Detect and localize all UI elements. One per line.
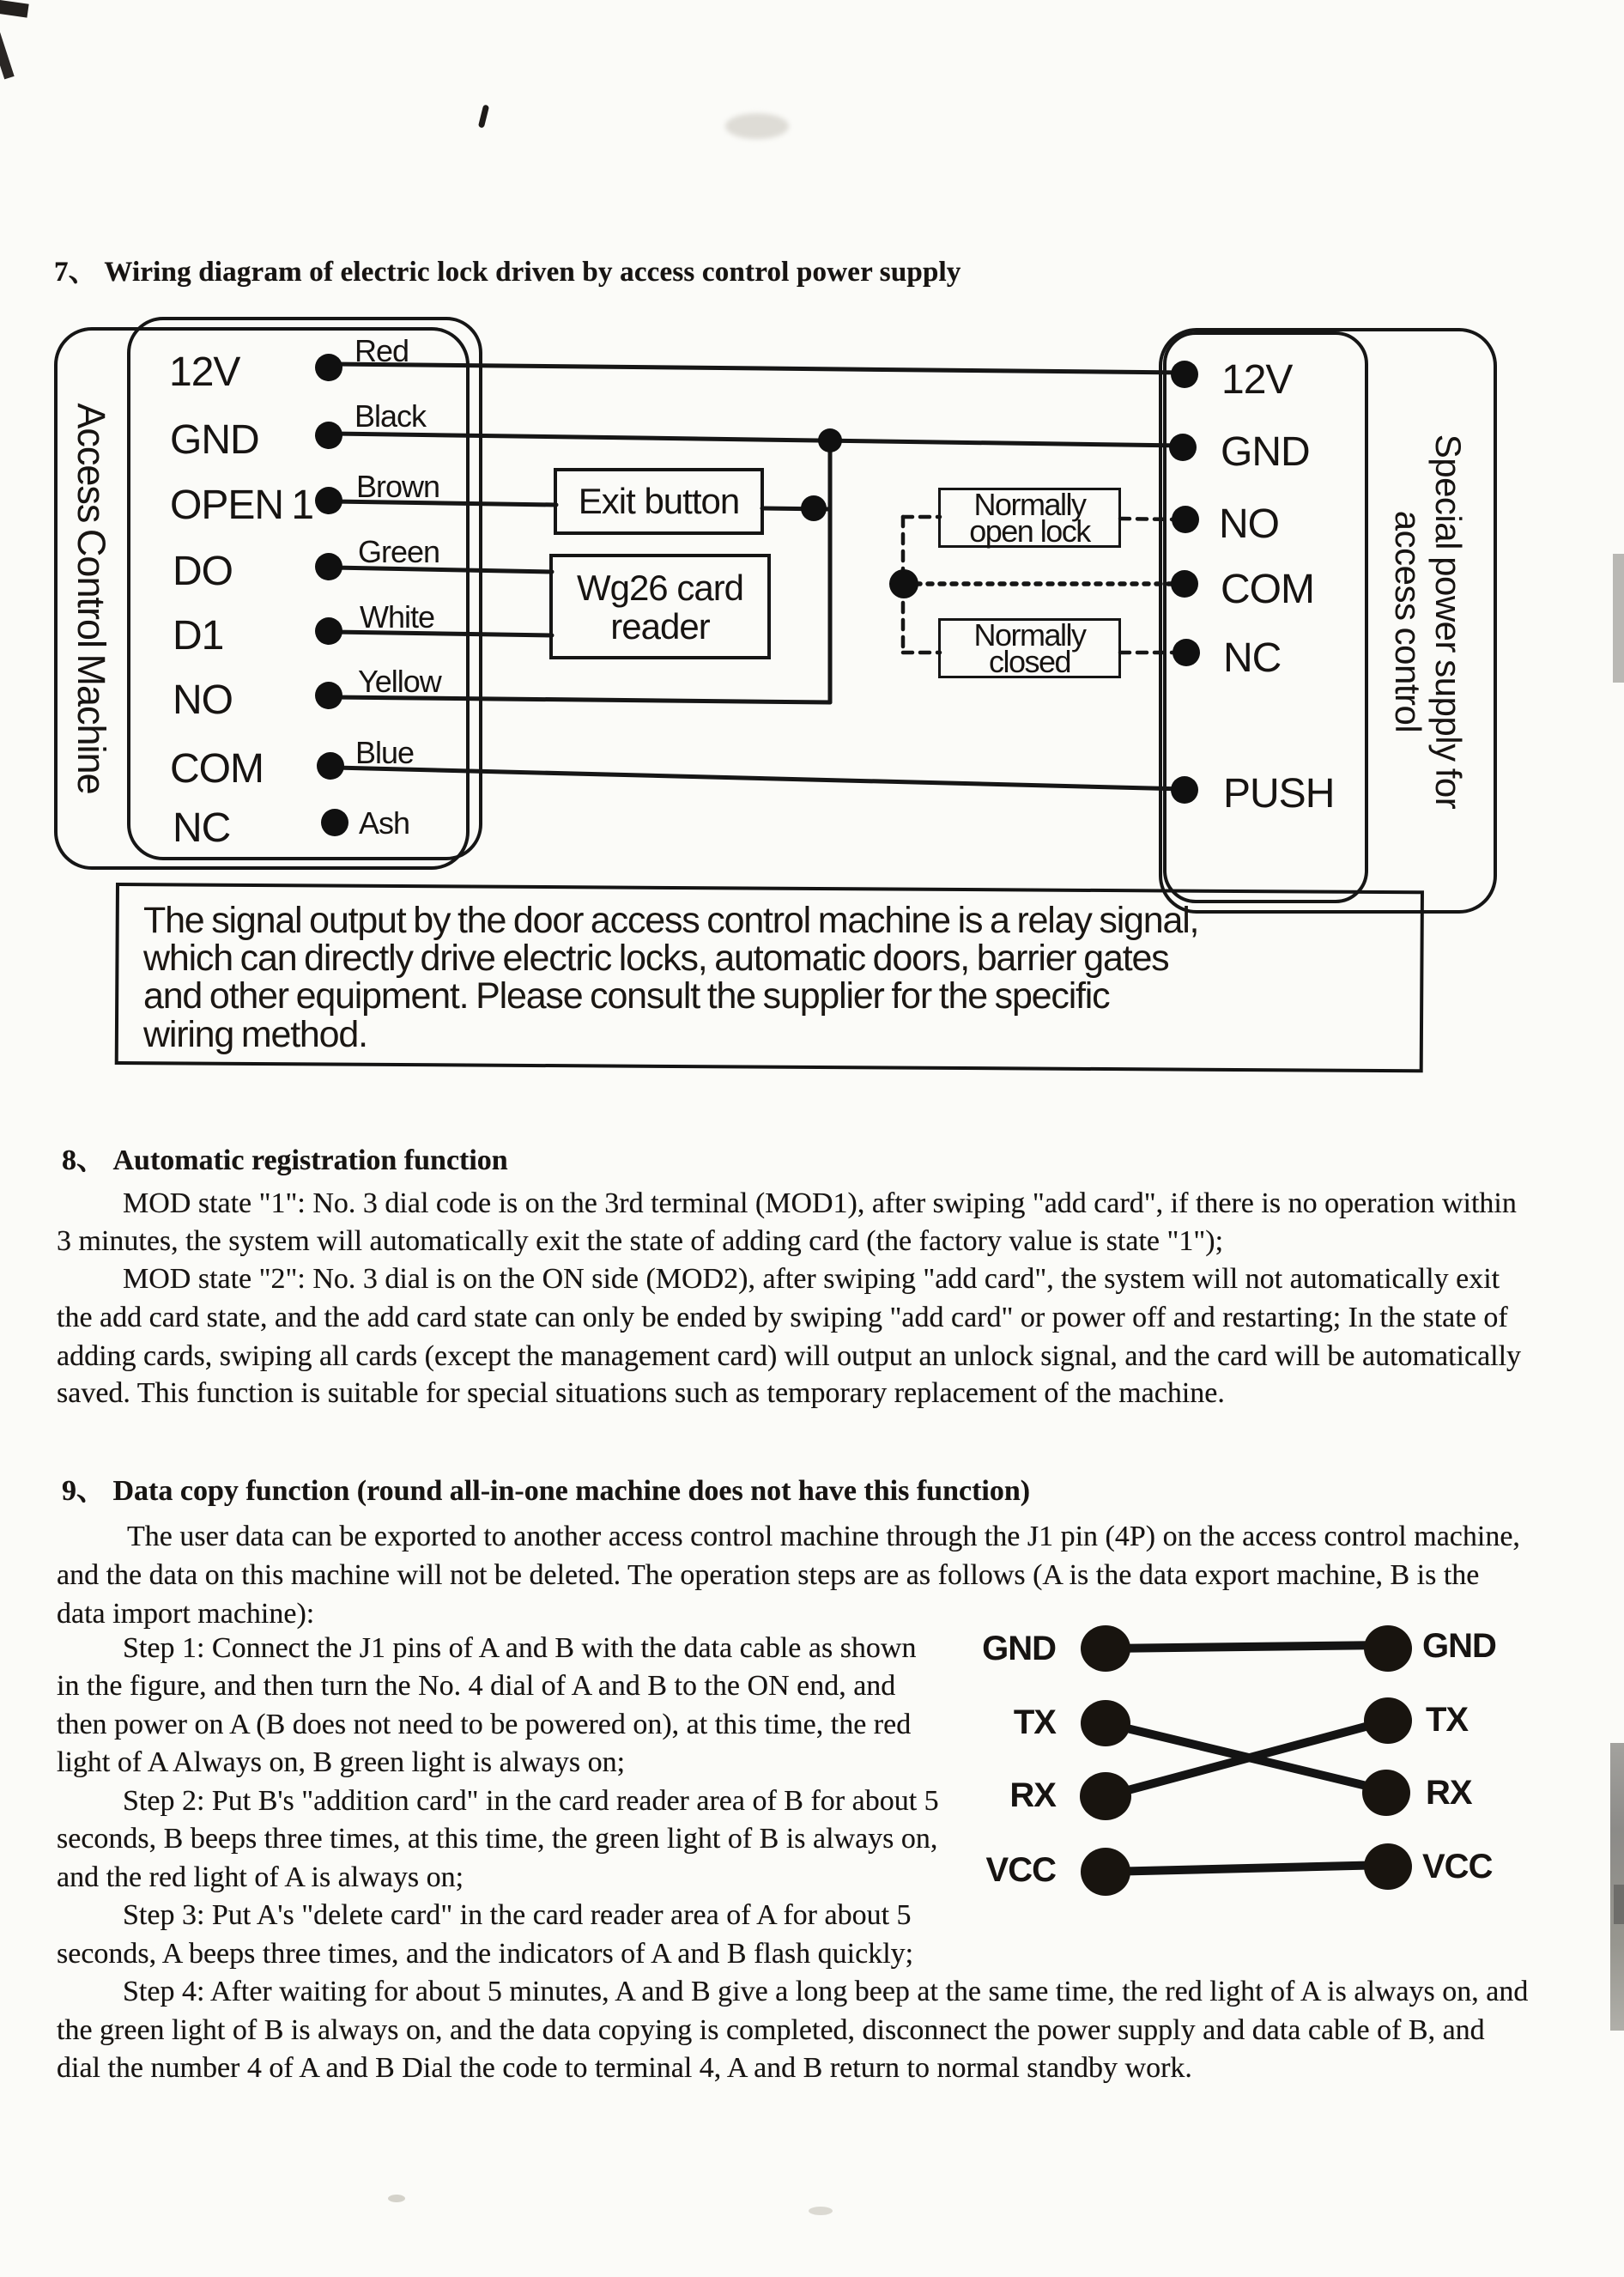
section9-heading: 9、 Data copy function (round all-in-one machine does not have this function): [62, 1475, 1031, 1507]
power-supply-label: [1388, 416, 1469, 828]
pin-dot-vcc-a: [1081, 1848, 1130, 1896]
terminal-dot-push: [1171, 776, 1198, 804]
terminal-dot-12v-right: [1171, 361, 1198, 388]
wire-blue: [335, 768, 1185, 789]
normally-open-label-line1: Normally: [973, 487, 1086, 522]
pin-label-tx-a: TX: [1013, 1703, 1056, 1741]
pin-label-vcc-b: VCC: [1422, 1848, 1493, 1885]
left-terminal-label-d1: D1: [173, 613, 224, 659]
wire-color-label-brown: Brown: [356, 469, 440, 504]
note-line-1: The signal output by the door access control machine is a relay signal,: [143, 900, 1199, 941]
section9-intro-line2: and the data on this machine will not be deleted. The operation steps are as follows (A is the data export machine, B is the: [57, 1559, 1480, 1591]
pin-dot-vcc-b: [1364, 1843, 1412, 1890]
step3-line1: Step 3: Put A's "delete card" in the card reader area of A for about 5: [123, 1899, 912, 1931]
section8-para2-line3: adding cards, swiping all cards (except the management card) will output an unlock signal, and the card will be automatically: [57, 1340, 1522, 1372]
terminal-dot-nc-right: [1173, 639, 1200, 666]
section8-para2-line2: the add card state, and the add card state can only be ended by swiping "add card" or power off and restarting; In the state of: [57, 1302, 1508, 1333]
card-reader-box: [549, 554, 771, 659]
pin-dot-rx-b: [1362, 1770, 1410, 1816]
pin-dot-rx-a: [1080, 1772, 1131, 1820]
section8-para2-line1: MOD state "2": No. 3 dial is on the ON side (MOD2), after swiping "add card", the system will not automatically exit: [123, 1263, 1500, 1295]
pin-dot-tx-a: [1081, 1700, 1130, 1746]
step4-line3: dial the number 4 of A and B Dial the code to terminal 4, A and B return to normal standby work.: [57, 2052, 1192, 2084]
exit-button-label: Exit button: [578, 481, 740, 521]
left-terminal-label-no: NO: [173, 677, 233, 723]
wire-color-label-yellow: Yellow: [358, 664, 441, 699]
scan-artifact-edge-strip-upper: [1613, 554, 1624, 683]
terminal-dot-gnd-right: [1169, 434, 1197, 461]
page-title: 7、 Wiring diagram of electric lock driven by access control power supply: [54, 257, 961, 288]
pin-label-tx-b: TX: [1426, 1701, 1469, 1739]
access-control-machine-label: Access Control Machine: [70, 403, 113, 794]
right-terminal-label-push: PUSH: [1223, 771, 1335, 817]
junction-dot-exit-button: [801, 495, 827, 521]
terminal-dot-do: [315, 553, 342, 580]
section8-para2-line4: saved. This function is suitable for special situations such as temporary replacement of the machine.: [57, 1377, 1225, 1409]
section9-intro-line1: The user data can be exported to another access control machine through the J1 pin (4P) on the access control machine,: [127, 1521, 1520, 1552]
section9-intro-line3: data import machine):: [57, 1598, 315, 1630]
power-supply-label-line1: Special power supply for: [1428, 434, 1469, 810]
step1-line1: Step 1: Connect the J1 pins of A and B with the data cable as shown: [123, 1632, 917, 1664]
terminal-dot-d1: [315, 617, 342, 645]
normally-closed-label-line1: Normally: [973, 617, 1086, 653]
wire-color-label-green: Green: [358, 534, 440, 569]
card-reader-label-line2: reader: [610, 605, 710, 647]
step2-line3: and the red light of A is always on;: [57, 1861, 464, 1893]
terminal-dot-com-right: [1171, 570, 1198, 598]
step3-line2: seconds, A beeps three times, and the indicators of A and B flash quickly;: [57, 1938, 914, 1970]
wire-color-label-red: Red: [354, 333, 409, 368]
left-terminal-label-gnd: GND: [170, 417, 259, 463]
section8-para1-line2: 3 minutes, the system will automatically exit the state of adding card (the factory value is state "1");: [57, 1225, 1224, 1257]
wire-color-label-black: Black: [354, 398, 427, 434]
step1-line3: then power on A (B does not need to be powered on), at this time, the red: [57, 1709, 912, 1740]
scan-artifact-edge-notch: [1614, 1885, 1624, 1924]
wire-color-label-white: White: [360, 599, 435, 635]
step4-line2: the green light of B is always on, and the data copying is completed, disconnect the power supply and data cable of B, and: [57, 2014, 1485, 2046]
cable-gnd-gnd: [1106, 1645, 1388, 1649]
wire-red: [333, 364, 1185, 373]
normally-open-lock-box: [938, 488, 1121, 548]
scan-artifact-bottom-speck2: [809, 2207, 833, 2215]
terminal-dot-nc-left: [321, 809, 348, 836]
terminal-dot-open1: [315, 487, 342, 514]
pin-label-rx-b: RX: [1426, 1774, 1472, 1812]
terminal-dot-12v-left: [315, 354, 342, 381]
step2-line2: seconds, B beeps three times, at this time, the green light of B is always on,: [57, 1823, 938, 1855]
wire-black: [333, 434, 1183, 446]
wire-color-label-blue: Blue: [355, 735, 415, 770]
scan-artifact-bottom-speck1: [388, 2195, 405, 2202]
wire-color-label-ash: Ash: [359, 805, 410, 841]
note-line-4: wiring method.: [143, 1014, 367, 1055]
right-terminal-label-com: COM: [1221, 567, 1314, 612]
pin-dot-gnd-b: [1364, 1625, 1412, 1672]
junction-dot-lock-common: [889, 569, 918, 598]
pin-label-gnd-a: GND: [982, 1630, 1056, 1667]
right-terminal-label-nc: NC: [1223, 635, 1282, 681]
right-terminal-label-12v: 12V: [1221, 357, 1293, 403]
note-line-2: which can directly drive electric locks, automatic doors, barrier gates: [143, 938, 1169, 979]
left-terminal-label-do: DO: [173, 549, 233, 594]
terminal-dot-no-right: [1172, 506, 1199, 533]
pin-dot-tx-b: [1364, 1697, 1412, 1744]
terminal-dot-no-left: [315, 682, 342, 709]
step4-line1: Step 4: After waiting for about 5 minutes, A and B give a long beep at the same time, the red light of A is always on, and: [123, 1976, 1529, 2007]
power-supply-label-line2: access control: [1388, 510, 1428, 733]
normally-open-label-line2: open lock: [969, 513, 1090, 549]
pin-label-gnd-b: GND: [1422, 1627, 1496, 1665]
right-terminal-label-no: NO: [1219, 501, 1279, 547]
pin-label-rx-a: RX: [1009, 1776, 1056, 1814]
normally-closed-label-line2: closed: [988, 644, 1071, 679]
step1-line4: light of A Always on, B green light is always on;: [57, 1746, 626, 1778]
junction-dot-gnd-branch: [818, 428, 842, 452]
right-terminal-label-gnd: GND: [1221, 429, 1310, 475]
pin-label-vcc-a: VCC: [985, 1851, 1056, 1889]
step2-line1: Step 2: Put B's "addition card" in the card reader area of B for about 5: [123, 1785, 939, 1817]
left-terminal-label-12v: 12V: [169, 349, 240, 395]
note-line-3: and other equipment. Please consult the supplier for the specific: [143, 975, 1110, 1017]
pin-dot-gnd-a: [1081, 1625, 1130, 1672]
step1-line2: in the figure, and then turn the No. 4 dial of A and B to the ON end, and: [57, 1670, 896, 1702]
card-reader-label-line1: Wg26 card: [576, 567, 744, 608]
scan-artifact-smudge: [725, 113, 789, 139]
left-terminal-label-nc: NC: [173, 805, 231, 851]
left-terminal-label-open1: OPEN 1: [170, 483, 314, 528]
exit-button-box: [554, 468, 764, 535]
cable-vcc-vcc: [1106, 1865, 1388, 1872]
left-terminal-label-com: COM: [170, 746, 264, 792]
section8-para1-line1: MOD state "1": No. 3 dial code is on the 3rd terminal (MOD1), after swiping "add card", if there is no operation within: [123, 1187, 1517, 1219]
terminal-dot-gnd-left: [315, 422, 342, 449]
terminal-dot-com-left: [317, 752, 344, 780]
normally-closed-box: [938, 618, 1121, 678]
section8-heading: 8、 Automatic registration function: [62, 1145, 508, 1176]
